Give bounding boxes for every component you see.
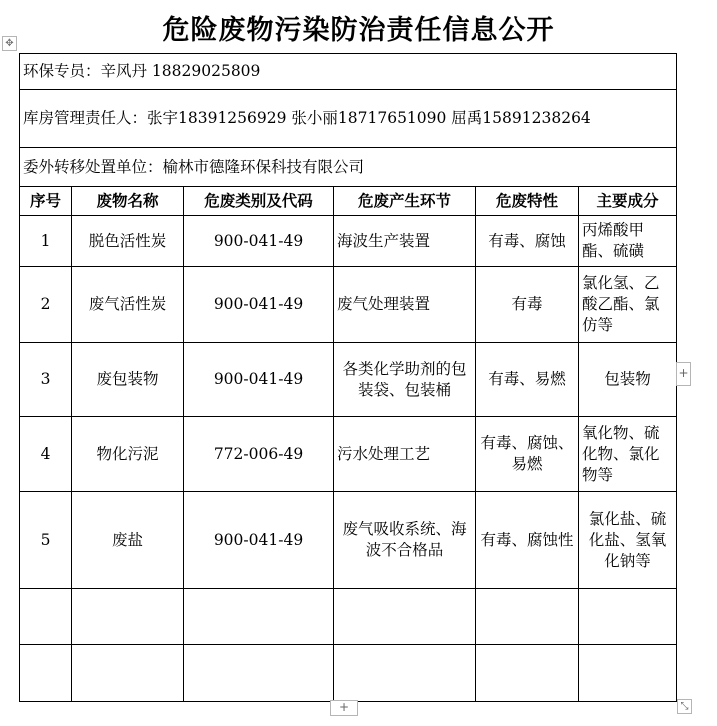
warehouse-manager-info: 库房管理责任人：张宇18391256929 张小丽18717651090 屈禹15891238264 xyxy=(20,90,677,148)
env-officer-info: 环保专员：辛风丹 18829025809 xyxy=(20,54,677,90)
empty-cell[interactable] xyxy=(334,589,476,645)
empty-cell[interactable] xyxy=(579,645,677,702)
header-cell: 危废类别及代码 xyxy=(184,187,334,216)
table-move-icon[interactable]: ✥ xyxy=(2,36,17,51)
waste-name: 脱色活性炭 xyxy=(72,216,184,267)
waste-name: 废气活性炭 xyxy=(72,267,184,343)
header-cell: 危废产生环节 xyxy=(334,187,476,216)
waste-code: 900-041-49 xyxy=(184,216,334,267)
empty-cell[interactable] xyxy=(334,645,476,702)
empty-cell[interactable] xyxy=(184,589,334,645)
main-component: 包装物 xyxy=(579,343,677,417)
empty-cell[interactable] xyxy=(476,645,579,702)
hazard-property: 有毒、腐蚀性 xyxy=(476,492,579,589)
main-component: 氯化盐、硫化盐、氢氧化钠等 xyxy=(579,492,677,589)
header-cell: 主要成分 xyxy=(579,187,677,216)
resize-handle-icon[interactable]: ⤡ xyxy=(677,699,692,714)
empty-cell[interactable] xyxy=(579,589,677,645)
main-component: 丙烯酸甲酯、硫磺 xyxy=(579,216,677,267)
waste-code: 900-041-49 xyxy=(184,267,334,343)
waste-code: 900-041-49 xyxy=(184,343,334,417)
main-component: 氧化物、硫化物、氯化物等 xyxy=(579,417,677,492)
header-cell: 危废特性 xyxy=(476,187,579,216)
generation-stage: 海波生产装置 xyxy=(334,216,476,267)
hazardous-waste-table xyxy=(19,53,677,702)
empty-row xyxy=(20,589,677,645)
generation-stage: 废气处理装置 xyxy=(334,267,476,343)
row-number: 2 xyxy=(20,267,72,343)
row-number: 3 xyxy=(20,343,72,417)
table-row xyxy=(20,343,677,417)
row-number: 4 xyxy=(20,417,72,492)
header-cell: 废物名称 xyxy=(72,187,184,216)
waste-name: 废盐 xyxy=(72,492,184,589)
main-component: 氯化氢、乙酸乙酯、氯仿等 xyxy=(579,267,677,343)
table-row xyxy=(20,492,677,589)
hazard-property: 有毒 xyxy=(476,267,579,343)
hazard-property: 有毒、易燃 xyxy=(476,343,579,417)
header-row xyxy=(20,187,677,216)
generation-stage: 污水处理工艺 xyxy=(334,417,476,492)
empty-cell[interactable] xyxy=(72,589,184,645)
generation-stage: 各类化学助剂的包装袋、包装桶 xyxy=(334,343,476,417)
disposal-unit-info: 委外转移处置单位：榆林市德隆环保科技有限公司 xyxy=(20,148,677,187)
empty-cell[interactable] xyxy=(20,645,72,702)
empty-cell[interactable] xyxy=(20,589,72,645)
header-cell: 序号 xyxy=(20,187,72,216)
row-number: 1 xyxy=(20,216,72,267)
row-number: 5 xyxy=(20,492,72,589)
empty-cell[interactable] xyxy=(476,589,579,645)
empty-cell[interactable] xyxy=(184,645,334,702)
table-row xyxy=(20,267,677,343)
waste-code: 900-041-49 xyxy=(184,492,334,589)
add-column-icon[interactable]: + xyxy=(676,362,691,386)
generation-stage: 废气吸收系统、海波不合格品 xyxy=(334,492,476,589)
empty-cell[interactable] xyxy=(72,645,184,702)
table-row xyxy=(20,216,677,267)
hazard-property: 有毒、腐蚀、易燃 xyxy=(476,417,579,492)
add-row-icon[interactable]: + xyxy=(330,700,358,716)
page-title: 危险废物污染防治责任信息公开 xyxy=(162,15,555,46)
table-row xyxy=(20,417,677,492)
waste-name: 废包装物 xyxy=(72,343,184,417)
empty-row xyxy=(20,645,677,702)
hazard-property: 有毒、腐蚀 xyxy=(476,216,579,267)
waste-code: 772-006-49 xyxy=(184,417,334,492)
waste-name: 物化污泥 xyxy=(72,417,184,492)
